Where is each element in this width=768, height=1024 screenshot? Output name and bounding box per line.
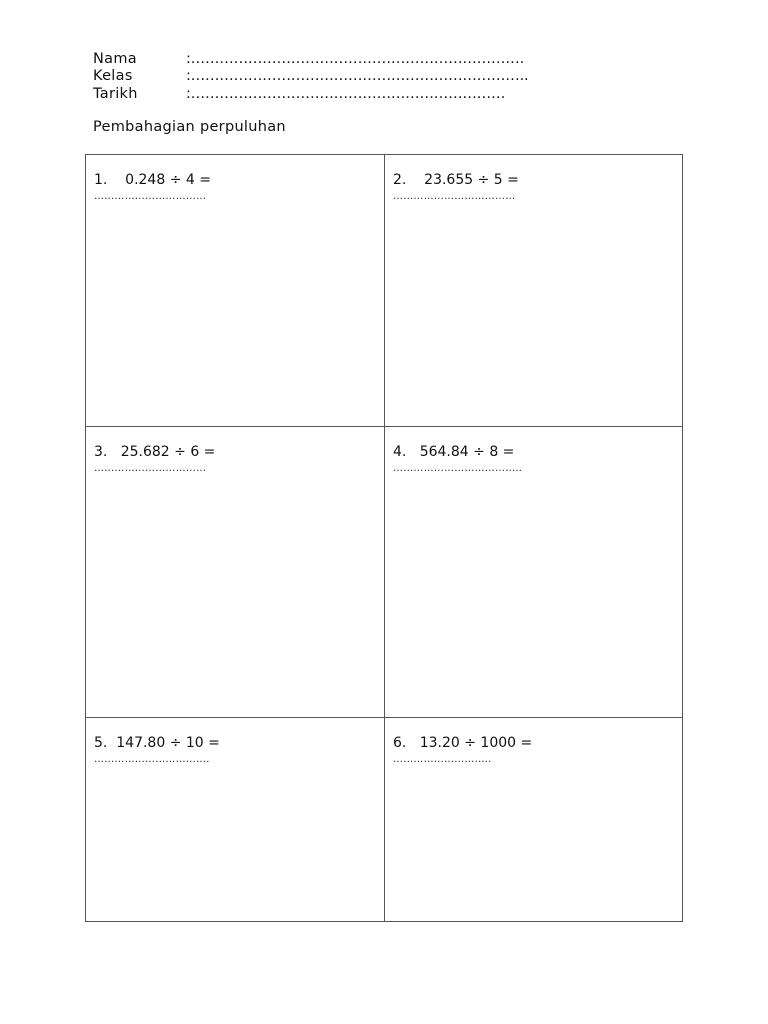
date-field [93, 85, 528, 103]
question-4-answer-blank: ……………………………….. [393, 463, 523, 474]
class-label: Kelas [93, 68, 133, 85]
question-cell-1 [86, 155, 385, 427]
question-1-text: 1. 0.248 ÷ 4 = [94, 172, 211, 188]
question-5-text: 5. 147.80 ÷ 10 = [94, 735, 220, 751]
name-label: Nama [93, 50, 137, 67]
name-field [93, 50, 528, 68]
question-cell-2 [385, 155, 682, 427]
worksheet-title: Pembahagian perpuluhan [93, 119, 286, 135]
question-grid [85, 154, 683, 922]
question-2-answer-blank: ……………………………… [393, 191, 516, 202]
question-1-answer-blank: …………………………… [94, 191, 207, 202]
question-2-text: 2. 23.655 ÷ 5 = [393, 172, 519, 188]
question-3-text: 3. 25.682 ÷ 6 = [94, 444, 216, 460]
question-cell-5 [86, 718, 385, 921]
class-field [93, 68, 528, 86]
question-5-answer-blank: ……………………………. [94, 754, 210, 765]
question-cell-4 [385, 427, 682, 718]
question-6-answer-blank: ……………………….. [393, 754, 492, 765]
question-cell-3 [86, 427, 385, 718]
question-3-answer-blank: …………………………… [94, 463, 207, 474]
question-6-text: 6. 13.20 ÷ 1000 = [393, 735, 533, 751]
name-blank: :……………………………………………………………. [186, 50, 524, 67]
class-blank: :…………………………………………………………….. [186, 68, 529, 85]
date-blank: :………………………………………………………… [186, 85, 506, 102]
question-cell-6 [385, 718, 682, 921]
question-4-text: 4. 564.84 ÷ 8 = [393, 444, 515, 460]
date-label: Tarikh [93, 85, 138, 102]
student-info-fields [93, 50, 528, 103]
